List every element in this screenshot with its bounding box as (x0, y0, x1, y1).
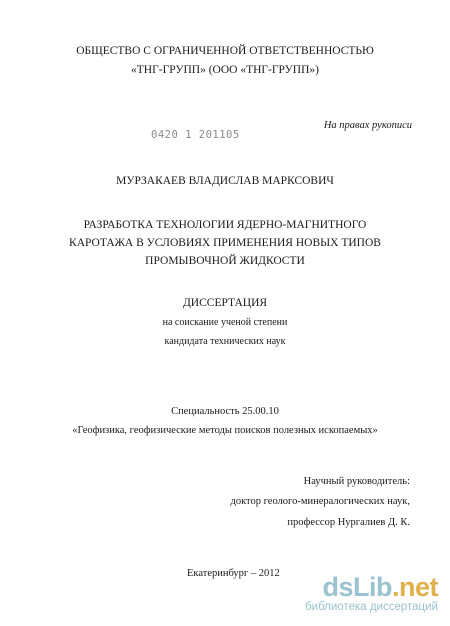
city-year: Екатеринбург – 2012 (187, 568, 280, 579)
degree-line-1: на соискание ученой степени (162, 317, 288, 328)
organization-line-1: ОБЩЕСТВО С ОГРАНИЧЕННОЙ ОТВЕТСТВЕННОСТЬЮ (76, 45, 374, 57)
dslib-logo (305, 573, 438, 601)
supervisor-name: профессор Нургалиев Д. К. (287, 517, 410, 528)
dissertation-title: РАЗРАБОТКА ТЕХНОЛОГИИ ЯДЕРНО-МАГНИТНОГО КАРОТАЖА В УСЛОВИЯХ ПРИМЕНЕНИЯ НОВЫХ ТИПОВ ПРОМЫВОЧНОЙ ЖИДКОСТИ (69, 219, 381, 267)
dslib-tagline: библиотека диссертаций (305, 601, 438, 613)
dslib-watermark[interactable] (305, 573, 438, 613)
archive-stamp: 0420 1 201105 (151, 129, 240, 141)
specialty-name: «Геофизика, геофизические методы поисков полезных ископаемых» (72, 425, 378, 436)
logo-part-net: .net (391, 572, 438, 602)
document-type: ДИССЕРТАЦИЯ (182, 297, 268, 309)
rights-note: На правах рукописи (323, 120, 412, 131)
supervisor-heading: Научный руководитель: (303, 476, 410, 487)
supervisor-degree: доктор геолого-минералогических наук, (230, 496, 410, 507)
degree-line-2: кандидата технических наук (164, 336, 286, 347)
organization-line-2: «ТНГ-ГРУПП» (ООО «ТНГ-ГРУПП») (131, 64, 319, 76)
logo-part-ds: ds (322, 572, 353, 602)
author-name: МУРЗАКАЕВ ВЛАДИСЛАВ МАРКСОВИЧ (116, 175, 334, 187)
specialty-code: Специальность 25.00.10 (171, 406, 279, 417)
logo-part-lib: Lib (352, 572, 392, 602)
